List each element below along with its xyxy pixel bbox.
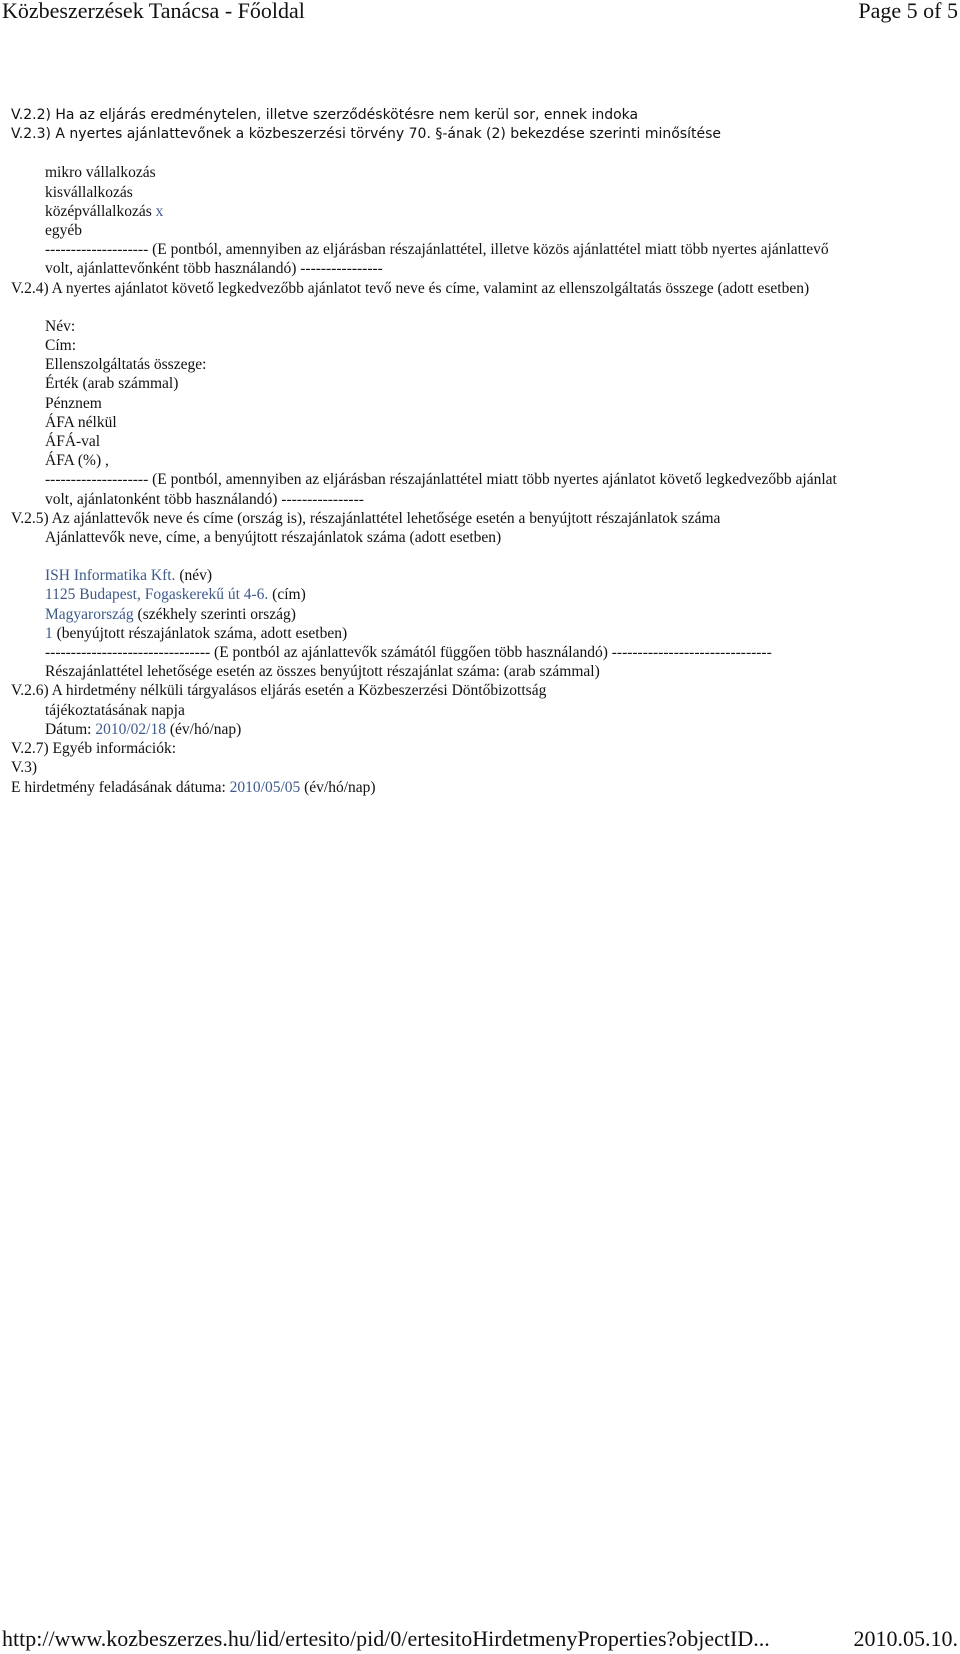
- field-ellenszolgaltatas: Ellenszolgáltatás összege:: [45, 356, 207, 374]
- field-penznem: Pénznem: [45, 394, 102, 412]
- feladas-value: 2010/05/05: [229, 778, 301, 796]
- section-v222: V.2.2) Ha az eljárás eredménytelen, illetve szerződéskötésre nem kerül sor, ennek indoka: [11, 107, 639, 123]
- footer-url: http://www.kozbeszerzes.hu/lid/ertesito/pid/0/ertesitoHirdetmenyProperties?objectID...: [2, 1626, 770, 1651]
- footer-date: 2010.05.10.: [853, 1626, 958, 1651]
- datum-value: 2010/02/18: [95, 720, 166, 738]
- firm-count-value: 1: [45, 624, 53, 642]
- ajanlattevok-heading: Ajánlattevők neve, címe, a benyújtott részajánlatok száma (adott esetben): [45, 529, 502, 547]
- page-footer: [0, 1626, 960, 1654]
- field-afa-nelkul: ÁFA nélkül: [45, 413, 117, 431]
- firm-address: 1125 Budapest, Fogaskerekű út 4-6. (cím): [45, 586, 306, 604]
- firm-country-value: Magyarország: [45, 605, 134, 623]
- page-header: [0, 0, 960, 32]
- section-v223: V.2.3) A nyertes ajánlattevőnek a közbeszerzési törvény 70. §-ának (2) bekezdése szerinti minősítése: [11, 126, 721, 143]
- separator-note-3: -------------------------------- (E pontból az ajánlattevők számától függően több használandó) -------------------------------: [45, 644, 772, 662]
- firm-name: ISH Informatika Kft. (név): [45, 567, 213, 585]
- option-kis: kisvállalkozás: [45, 183, 133, 201]
- field-cim: Cím:: [45, 337, 77, 355]
- firm-count: 1 (benyújtott részajánlatok száma, adott esetben): [45, 624, 348, 642]
- option-mikro: mikro vállalkozás: [45, 164, 156, 182]
- option-kozep: középvállalkozás x: [45, 202, 164, 220]
- feladas-row: E hirdetmény feladásának dátuma: 2010/05/05 (év/hó/nap): [11, 778, 376, 796]
- separator-note-2-cont: volt, ajánlatonként több használandó) ----------------: [45, 490, 364, 508]
- datum-row: Dátum: 2010/02/18 (év/hó/nap): [45, 720, 242, 738]
- field-ertek: Érték (arab számmal): [45, 375, 179, 393]
- tajekoztatas-label: tájékoztatásának napja: [45, 701, 185, 719]
- document-body: [11, 106, 951, 797]
- section-v226: V.2.6) A hirdetmény nélküli tárgyalásos eljárás esetén a Közbeszerzési Döntőbizottság: [11, 682, 547, 700]
- separator-note-1: -------------------- (E pontból, amennyiben az eljárásban részajánlattétel, illetve közös ajánlattétel miatt több nyertes ajánlattevő: [45, 241, 829, 259]
- field-afa-pct: ÁFA (%) ,: [45, 452, 109, 470]
- section-v225: V.2.5) Az ajánlattevők neve és címe (ország is), részajánlattétel lehetősége esetén a benyújtott részajánlatok száma: [11, 509, 721, 527]
- page-title: Közbeszerzések Tanácsa - Főoldal: [2, 0, 305, 23]
- firm-name-value: ISH Informatika Kft.: [45, 567, 176, 585]
- section-v227: V.2.7) Egyéb információk:: [11, 740, 177, 758]
- field-afa-val: ÁFÁ-val: [45, 433, 101, 451]
- separator-note-1-cont: volt, ajánlattevőnként több használandó) ----------------: [45, 260, 383, 278]
- field-nev: Név:: [45, 317, 76, 335]
- page-number: Page 5 of 5: [858, 0, 958, 23]
- selected-mark: x: [155, 202, 164, 220]
- firm-address-value: 1125 Budapest, Fogaskerekű út 4-6.: [45, 586, 269, 604]
- option-egyeb: egyéb: [45, 222, 83, 240]
- firm-country: Magyarország (székhely szerinti ország): [45, 605, 296, 623]
- section-v3: V.3): [11, 759, 37, 777]
- reszajanlat-count: Részajánlattétel lehetősége esetén az összes benyújtott részajánlat száma: (arab számmal): [45, 663, 600, 681]
- section-v224: V.2.4) A nyertes ajánlatot követő legkedvezőbb ajánlatot tevő neve és címe, valamint az ellenszolgáltatás összege (adott esetben): [11, 279, 810, 297]
- separator-note-2: -------------------- (E pontból, amennyiben az eljárásban részajánlattétel miatt több nyertes ajánlatot követő legkedvezőbb ajánlat: [45, 471, 837, 489]
